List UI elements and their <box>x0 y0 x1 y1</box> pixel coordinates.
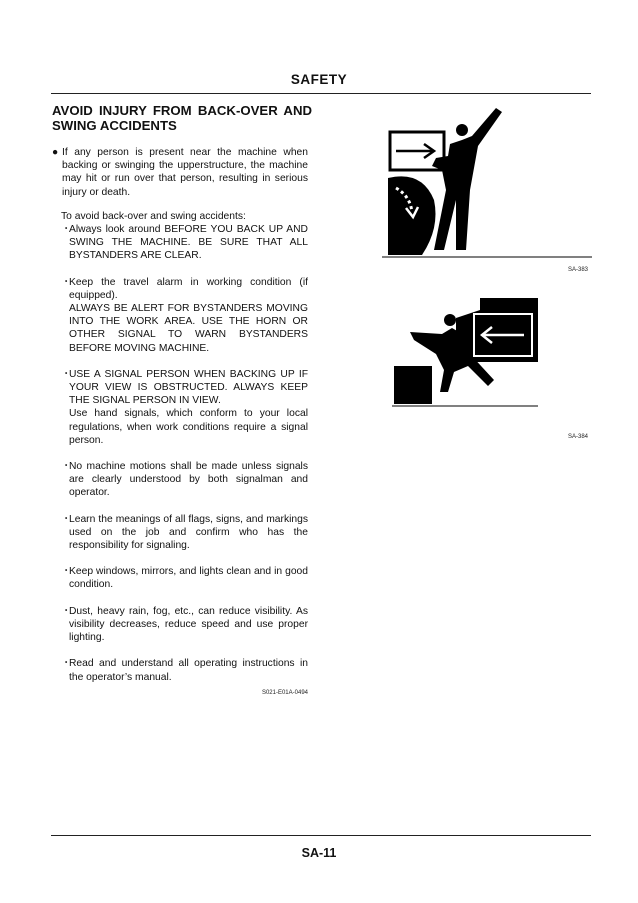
header-rule <box>51 93 591 94</box>
back-over-hazard-illustration <box>392 290 592 410</box>
list-item <box>52 513 308 553</box>
figure-caption: SA-383 <box>568 267 589 273</box>
list-marker: ・ <box>61 276 72 288</box>
item-text: Keep the travel alarm in working condition (if equipped). <box>69 276 308 301</box>
item-text: USE A SIGNAL PERSON WHEN BACKING UP IF YOUR VIEW IS OBSTRUCTED. ALWAYS KEEP THE SIGNAL PERSON IN VIEW. <box>69 368 308 407</box>
footer-rule <box>51 835 591 836</box>
item-text: Learn the meanings of all flags, signs, and markings used on the job and confirm who has the responsibility for signaling. <box>69 513 308 552</box>
section-title: AVOID INJURY FROM BACK-OVER AND SWING ACCIDENTS <box>52 103 312 133</box>
page-number: SA-11 <box>301 846 337 860</box>
list-marker: ・ <box>61 461 72 473</box>
section-body <box>52 146 308 684</box>
item-text: Keep windows, mirrors, and lights clean and in good condition. <box>69 566 308 591</box>
item-text: ALWAYS BE ALERT FOR BYSTANDERS MOVING INTO THE WORK AREA. USE THE HORN OR OTHER SIGNAL TO WARN BYSTANDERS BEFORE MOVING MACHINE. <box>69 303 308 354</box>
item-text: Use hand signals, which conform to your local regulations, when work conditions require a signal person. <box>69 408 308 446</box>
list-item <box>52 223 308 263</box>
list-marker: ・ <box>61 513 72 525</box>
item-text: No machine motions shall be made unless signals are clearly understood by both signalman and operator. <box>69 461 308 499</box>
figure-caption: SA-384 <box>568 434 589 440</box>
list-item <box>52 368 308 447</box>
list-item <box>52 276 308 355</box>
list-marker: ・ <box>61 368 72 380</box>
list-marker: ・ <box>61 566 72 578</box>
swing-hazard-illustration <box>382 100 592 262</box>
document-reference-code: S021-E01A-0494 <box>261 690 308 696</box>
list-marker: ・ <box>61 605 72 617</box>
bullet-dot-icon: ● <box>52 147 59 158</box>
warning-text: If any person is present near the machine when backing or swinging the upperstructure, the machine may hit or run over that person, resulting in serious injury or death. <box>62 147 308 198</box>
list-item <box>52 605 308 645</box>
item-text: Read and understand all operating instructions in the operator’s manual. <box>69 658 308 683</box>
list-item <box>52 657 308 683</box>
warning-bullet <box>52 146 308 199</box>
list-item <box>52 460 308 500</box>
page-header-title: SAFETY <box>290 72 348 87</box>
item-text: Always look around BEFORE YOU BACK UP AND SWING THE MACHINE. BE SURE THAT ALL BYSTANDERS ARE CLEAR. <box>69 224 308 262</box>
list-item <box>52 565 308 591</box>
list-marker: ・ <box>61 224 72 236</box>
list-marker: ・ <box>61 658 72 670</box>
intro-text: To avoid back-over and swing accidents: <box>61 210 246 222</box>
item-text: Dust, heavy rain, fog, etc., can reduce visibility. As visibility decreases, reduce speed and use proper lighting. <box>69 605 308 644</box>
